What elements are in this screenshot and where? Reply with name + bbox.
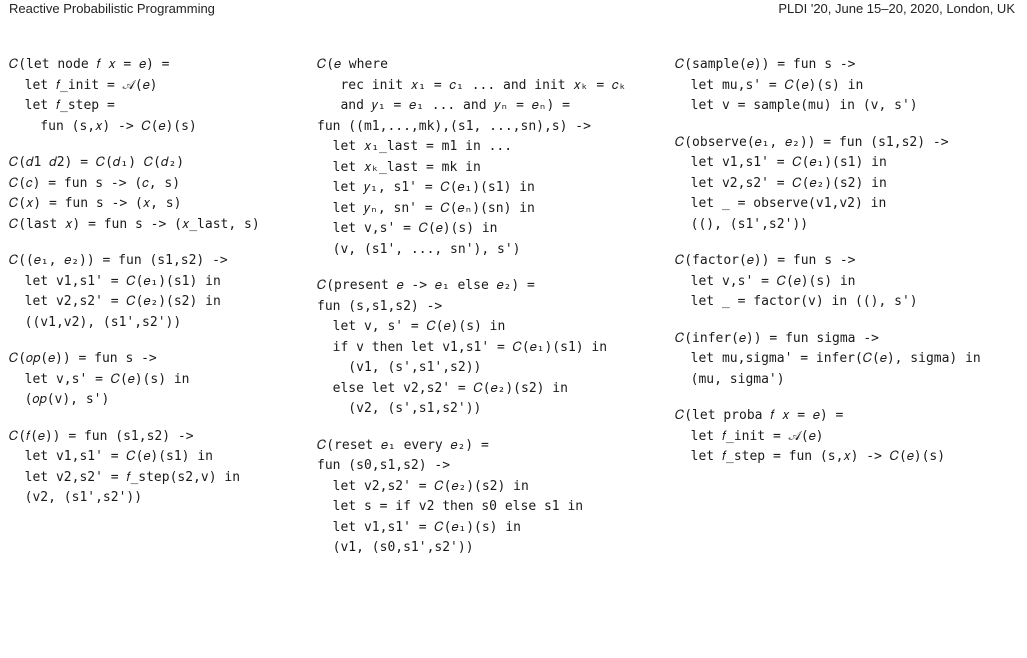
code-line: let v2,s2' = 𝐶(𝑒₂)(s2) in	[9, 294, 221, 309]
code-line: and 𝑦₁ = 𝑒₁ ... and 𝑦ₙ = 𝑒ₙ) =	[317, 98, 570, 113]
code-line: 𝐶(factor(𝑒)) = fun s ->	[675, 253, 856, 268]
code-line: let v1,s1' = 𝐶(𝑒₁)(s) in	[317, 519, 521, 535]
code-line: let v2,s2' = 𝑓_step(s2,v) in	[9, 469, 241, 485]
code-line: let v = sample(mu) in (v, s')	[675, 98, 918, 113]
code-line: (v1, (s0,s1',s2'))	[317, 540, 474, 555]
code-line: 𝐶(present 𝑒 -> 𝑒₁ else 𝑒₂) =	[317, 278, 535, 293]
code-block	[9, 55, 260, 137]
code-line: 𝐶((𝑒₁, 𝑒₂)) = fun (s1,s2) ->	[9, 253, 228, 268]
running-header-title: Reactive Probabilistic Programming	[9, 1, 215, 16]
code-line: let mu,s' = 𝐶(𝑒)(s) in	[675, 77, 864, 93]
code-line: 𝐶(let node 𝑓 𝑥 = 𝑒) =	[9, 57, 170, 72]
code-block	[317, 436, 626, 559]
code-line: let 𝑓_init = 𝒜(𝑒)	[9, 77, 158, 93]
code-block	[9, 153, 260, 235]
code-line: let 𝑥₁_last = m1 in ...	[317, 139, 513, 154]
code-block	[675, 55, 981, 117]
code-line: let 𝑦ₙ, sn' = 𝐶(𝑒ₙ)(sn) in	[317, 200, 535, 216]
code-line: let v2,s2' = 𝐶(𝑒₂)(s2) in	[317, 478, 529, 494]
code-line: (𝑜𝑝(v), s')	[9, 392, 110, 407]
code-line: 𝐶(last 𝑥) = fun s -> (𝑥_last, s)	[9, 216, 260, 232]
code-line: 𝐶(sample(𝑒)) = fun s ->	[675, 57, 856, 72]
code-line: let s = if v2 then s0 else s1 in	[317, 499, 584, 514]
code-line: let v1,s1' = 𝐶(𝑒)(s1) in	[9, 449, 213, 464]
code-line: if v then let v1,s1' = 𝐶(𝑒₁)(s1) in	[317, 339, 608, 355]
code-line: fun ((m1,...,mk),(s1, ...,sn),s) ->	[317, 118, 591, 134]
code-line: ((v1,v2), (s1',s2'))	[9, 314, 182, 330]
code-line: 𝐶(infer(𝑒)) = fun sigma ->	[675, 330, 879, 346]
code-block	[675, 133, 981, 236]
code-column-1	[9, 55, 260, 525]
code-line: (v, (s1', ..., sn'), s')	[317, 241, 521, 257]
code-block	[9, 349, 260, 411]
code-line: let v,s' = 𝐶(𝑒)(s) in	[9, 371, 190, 387]
code-line: (v1, (s',s1',s2))	[317, 360, 482, 375]
code-line: let _ = observe(v1,v2) in	[675, 196, 887, 211]
code-line: let v1,s1' = 𝐶(𝑒₁)(s1) in	[675, 155, 887, 170]
code-block	[9, 427, 260, 509]
code-line: let v1,s1' = 𝐶(𝑒₁)(s1) in	[9, 273, 221, 289]
code-line: ((), (s1',s2'))	[675, 216, 809, 232]
code-block	[317, 55, 626, 260]
code-line: (mu, sigma')	[675, 371, 785, 387]
code-block	[675, 406, 981, 468]
code-line: let v2,s2' = 𝐶(𝑒₂)(s2) in	[675, 175, 887, 191]
code-line: else let v2,s2' = 𝐶(𝑒₂)(s2) in	[317, 380, 568, 396]
code-column-2	[317, 55, 626, 575]
code-line: 𝐶(𝑓(𝑒)) = fun (s1,s2) ->	[9, 428, 194, 444]
code-line: let 𝑓_init = 𝒜(𝑒)	[675, 428, 824, 444]
code-line: let 𝑦₁, s1' = 𝐶(𝑒₁)(s1) in	[317, 180, 535, 195]
code-line: let v, s' = 𝐶(𝑒)(s) in	[317, 319, 506, 334]
code-block	[675, 329, 981, 391]
code-line: let v,s' = 𝐶(𝑒)(s) in	[317, 221, 498, 236]
code-block	[317, 276, 626, 420]
code-line: fun (s,𝑥) -> 𝐶(𝑒)(s)	[9, 118, 197, 134]
code-line: fun (s0,s1,s2) ->	[317, 458, 451, 473]
code-block	[675, 251, 981, 313]
running-header-venue: PLDI '20, June 15–20, 2020, London, UK	[778, 1, 1015, 16]
code-line: let 𝑥ₖ_last = mk in	[317, 159, 481, 175]
code-line: let mu,sigma' = infer(𝐶(𝑒), sigma) in	[675, 351, 981, 366]
code-line: let _ = factor(v) in ((), s')	[675, 294, 918, 309]
code-line: 𝐶(reset 𝑒₁ every 𝑒₂) =	[317, 437, 489, 453]
code-line: let 𝑓_step = fun (s,𝑥) -> 𝐶(𝑒)(s)	[675, 449, 946, 464]
code-line: let 𝑓_step =	[9, 98, 115, 113]
code-line: 𝐶(𝑑1 𝑑2) = 𝐶(𝑑₁) 𝐶(𝑑₂)	[9, 155, 185, 170]
code-line: 𝐶(𝑐) = fun s -> (𝑐, s)	[9, 175, 181, 191]
code-block	[9, 251, 260, 333]
code-line: 𝐶(let proba 𝑓 𝑥 = 𝑒) =	[675, 408, 844, 423]
code-line: (v2, (s',s1,s2'))	[317, 401, 482, 416]
code-line: let v,s' = 𝐶(𝑒)(s) in	[675, 273, 856, 289]
code-column-3	[675, 55, 981, 484]
code-line: 𝐶(𝑜𝑝(𝑒)) = fun s ->	[9, 351, 157, 366]
code-line: fun (s,s1,s2) ->	[317, 298, 443, 314]
code-line: 𝐶(𝑒 where	[317, 57, 388, 72]
code-line: 𝐶(observe(𝑒₁, 𝑒₂)) = fun (s1,s2) ->	[675, 134, 949, 150]
code-line: 𝐶(𝑥) = fun s -> (𝑥, s)	[9, 196, 182, 211]
code-line: (v2, (s1',s2'))	[9, 490, 143, 505]
code-line: rec init 𝑥₁ = 𝑐₁ ... and init 𝑥ₖ = 𝑐ₖ	[317, 77, 627, 93]
